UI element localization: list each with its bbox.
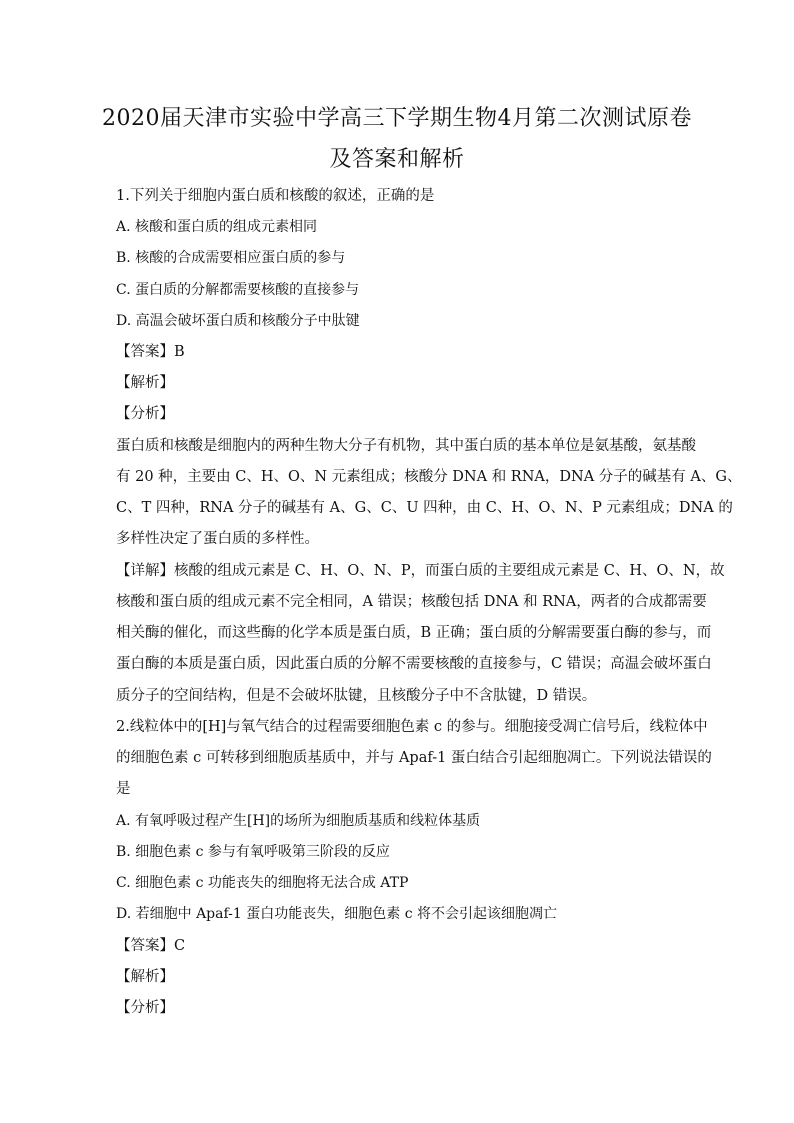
q2-option-a: A. 有氧呼吸过程产生[H]的场所为细胞质基质和线粒体基质 <box>116 813 481 829</box>
q1-option-d: D. 高温会破坏蛋白质和核酸分子中肽键 <box>116 313 360 329</box>
q1-option-c: C. 蛋白质的分解都需要核酸的直接参与 <box>116 282 360 298</box>
q1-option-a: A. 核酸和蛋白质的组成元素相同 <box>116 219 318 235</box>
q1-analysis-line: 蛋白质和核酸是细胞内的两种生物大分子有机物，其中蛋白质的基本单位是氨基酸，氨基酸 <box>116 438 696 454</box>
q1-analysis-line: 多样性决定了蛋白质的多样性。 <box>116 531 319 547</box>
q2-option-b: B. 细胞色素 c 参与有氧呼吸第三阶段的反应 <box>116 844 390 860</box>
q1-detail-line: 核酸和蛋白质的组成元素不完全相同，A 错误；核酸包括 DNA 和 RNA，两者的合成都需要 <box>116 594 707 610</box>
q2-fenxi-heading: 【分析】 <box>116 1000 174 1016</box>
q2-answer: 【答案】C <box>116 938 186 954</box>
q2-option-c: C. 细胞色素 c 功能丧失的细胞将无法合成 ATP <box>116 875 409 891</box>
document-title-line-2: 及答案和解析 <box>329 147 465 172</box>
q2-stem-line: 是 <box>116 781 131 797</box>
document-title-line-1: 2020届天津市实验中学高三下学期生物4月第二次测试原卷 <box>102 106 692 131</box>
q1-analysis-line: C、T 四种，RNA 分子的碱基有 A、G、C、U 四种，由 C、H、O、N、P 元素组成；DNA 的 <box>116 500 733 516</box>
q1-analysis-line: 有 20 种，主要由 C、H、O、N 元素组成；核酸分 DNA 和 RNA，DNA 分子的碱基有 A、G、 <box>116 469 742 485</box>
q2-stem-line: 的细胞色素 c 可转移到细胞质基质中，并与 Apaf-1 蛋白结合引起细胞凋亡。下列说法错误的 <box>116 750 712 766</box>
q1-jiexi-heading: 【解析】 <box>116 375 174 391</box>
q1-option-b: B. 核酸的合成需要相应蛋白质的参与 <box>116 250 346 266</box>
q2-option-d: D. 若细胞中 Apaf-1 蛋白功能丧失，细胞色素 c 将不会引起该细胞凋亡 <box>116 906 558 922</box>
q1-stem: 1.下列关于细胞内蛋白质和核酸的叙述，正确的是 <box>116 188 435 204</box>
q1-detail-line: 蛋白酶的本质是蛋白质，因此蛋白质的分解不需要核酸的直接参与，C 错误；高温会破坏蛋白 <box>116 656 712 672</box>
q1-detail-line: 质分子的空间结构，但是不会破坏肽键，且核酸分子中不含肽键，D 错误。 <box>116 688 597 704</box>
q1-detail-line: 【详解】核酸的组成元素是 C、H、O、N、P，而蛋白质的主要组成元素是 C、H、O、N，故 <box>116 563 725 579</box>
q1-answer: 【答案】B <box>116 344 185 360</box>
q1-detail-line: 相关酶的催化，而这些酶的化学本质是蛋白质，B 正确；蛋白质的分解需要蛋白酶的参与，而 <box>116 625 712 641</box>
q2-stem-line: 2.线粒体中的[H]与氧气结合的过程需要细胞色素 c 的参与。细胞接受凋亡信号后，线粒体中 <box>116 719 708 735</box>
q1-fenxi-heading: 【分析】 <box>116 406 174 422</box>
q2-jiexi-heading: 【解析】 <box>116 969 174 985</box>
